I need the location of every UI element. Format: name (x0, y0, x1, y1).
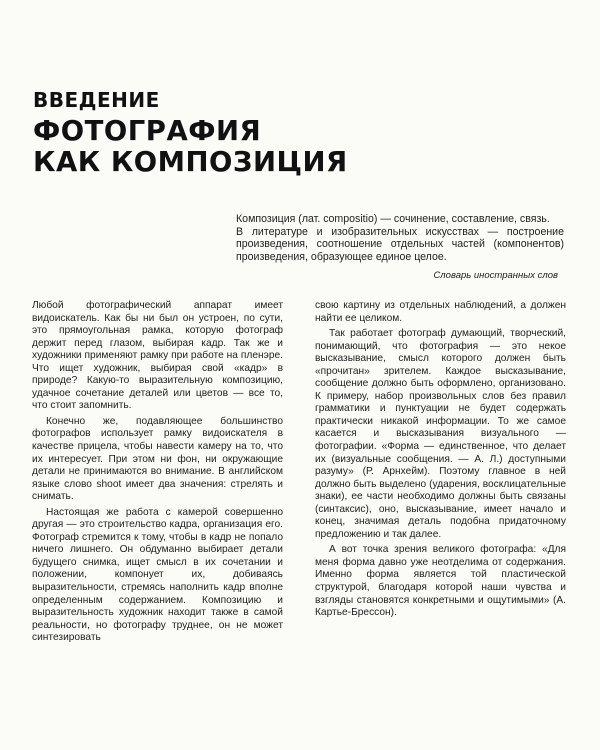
body-column-right (315, 300, 566, 623)
epigraph (236, 213, 564, 283)
section-label: ВВЕДЕНИЕ (33, 88, 160, 112)
paragraph: Настоящая же работа с камерой совершенно другая — это строительство кадра, организация его. Фотограф стремится к тому, чтобы в кадр не попало ничего лишнего. Он обдуманно выбирает детали будущего снимка, ищет смысл в их сочетании и положении, компонует их, добиваясь выразительности, стремясь наполнить кадр вполне определенным содержанием. Композицию и выразительность художник находит также в самой реальности, но фотографу труднее, он не может синтезировать (32, 506, 283, 644)
paragraph: А вот точка зрения великого фотографа: «Для меня форма давно уже неотделима от содержания. Именно форма является той пластической структурой, благодаря которой наши чувства и взгляды становятся конкретными и ощутимыми» (А. Картье-Брессон). (315, 544, 566, 619)
page-title (33, 116, 348, 178)
paragraph: Конечно же, подавляющее большинство фотографов использует рамку видоискателя в качестве прицела, чтобы навести камеру на то, что их интересует. При этом ни фон, ни окружающие детали не принимаются во внимание. В английском языке слово shoot имеет два значения: стрелять и снимать. (32, 415, 283, 503)
title-line-2: КАК КОМПОЗИЦИЯ (33, 146, 348, 178)
title-line-1: ФОТОГРАФИЯ (33, 115, 262, 147)
paragraph: Любой фотографический аппарат имеет видоискатель. Как бы ни был он устроен, по сути, это прямоугольная рамка, которую фотограф держит перед глазом, выбирая кадр. Так же и художники применяют рамку при работе на пленэре. Что ищет художник, выбирая свой «кадр» в природе? Какую-то выразительную композицию, удачное сочетание деталей или цветов — все то, что стоит запомнить. (32, 300, 283, 412)
epigraph-meaning: В литературе и изобразительных искусствах — построение произведения, соотношение отдельных частей (компонентов) произведения, образующее единое целое. (236, 225, 564, 263)
epigraph-definition: Композиция (лат. compositio) — сочинение, составление, связь. (236, 213, 550, 225)
epigraph-source: Словарь иностранных слов (433, 270, 558, 281)
paragraph: Так работает фотограф думающий, творческий, понимающий, что фотография — это некое высказывание, смысл которого должен быть «прочитан» зрителем. Каждое высказывание, сообщение должно быть оформлено, организовано. К примеру, набор произвольных слов без правил грамматики и пунктуации не будет содержать практически никакой информации. То же самое касается и высказывания визуального — фотографии. «Форма — единственное, что делает их (визуальные сообщения. — А. Л.) доступными разуму» (Р. Арнхейм). Поэтому главное в ней должно быть выделено (ударения, восклицательные знаки), ее части необходимо должны быть связаны (синтаксис), оно, высказывание, имеет начало и конец, значимая деталь подобна придаточному предложению и так далее. (315, 328, 566, 540)
body-column-left (32, 300, 283, 648)
paragraph: свою картину из отдельных наблюдений, а должен найти ее целиком. (315, 300, 566, 324)
